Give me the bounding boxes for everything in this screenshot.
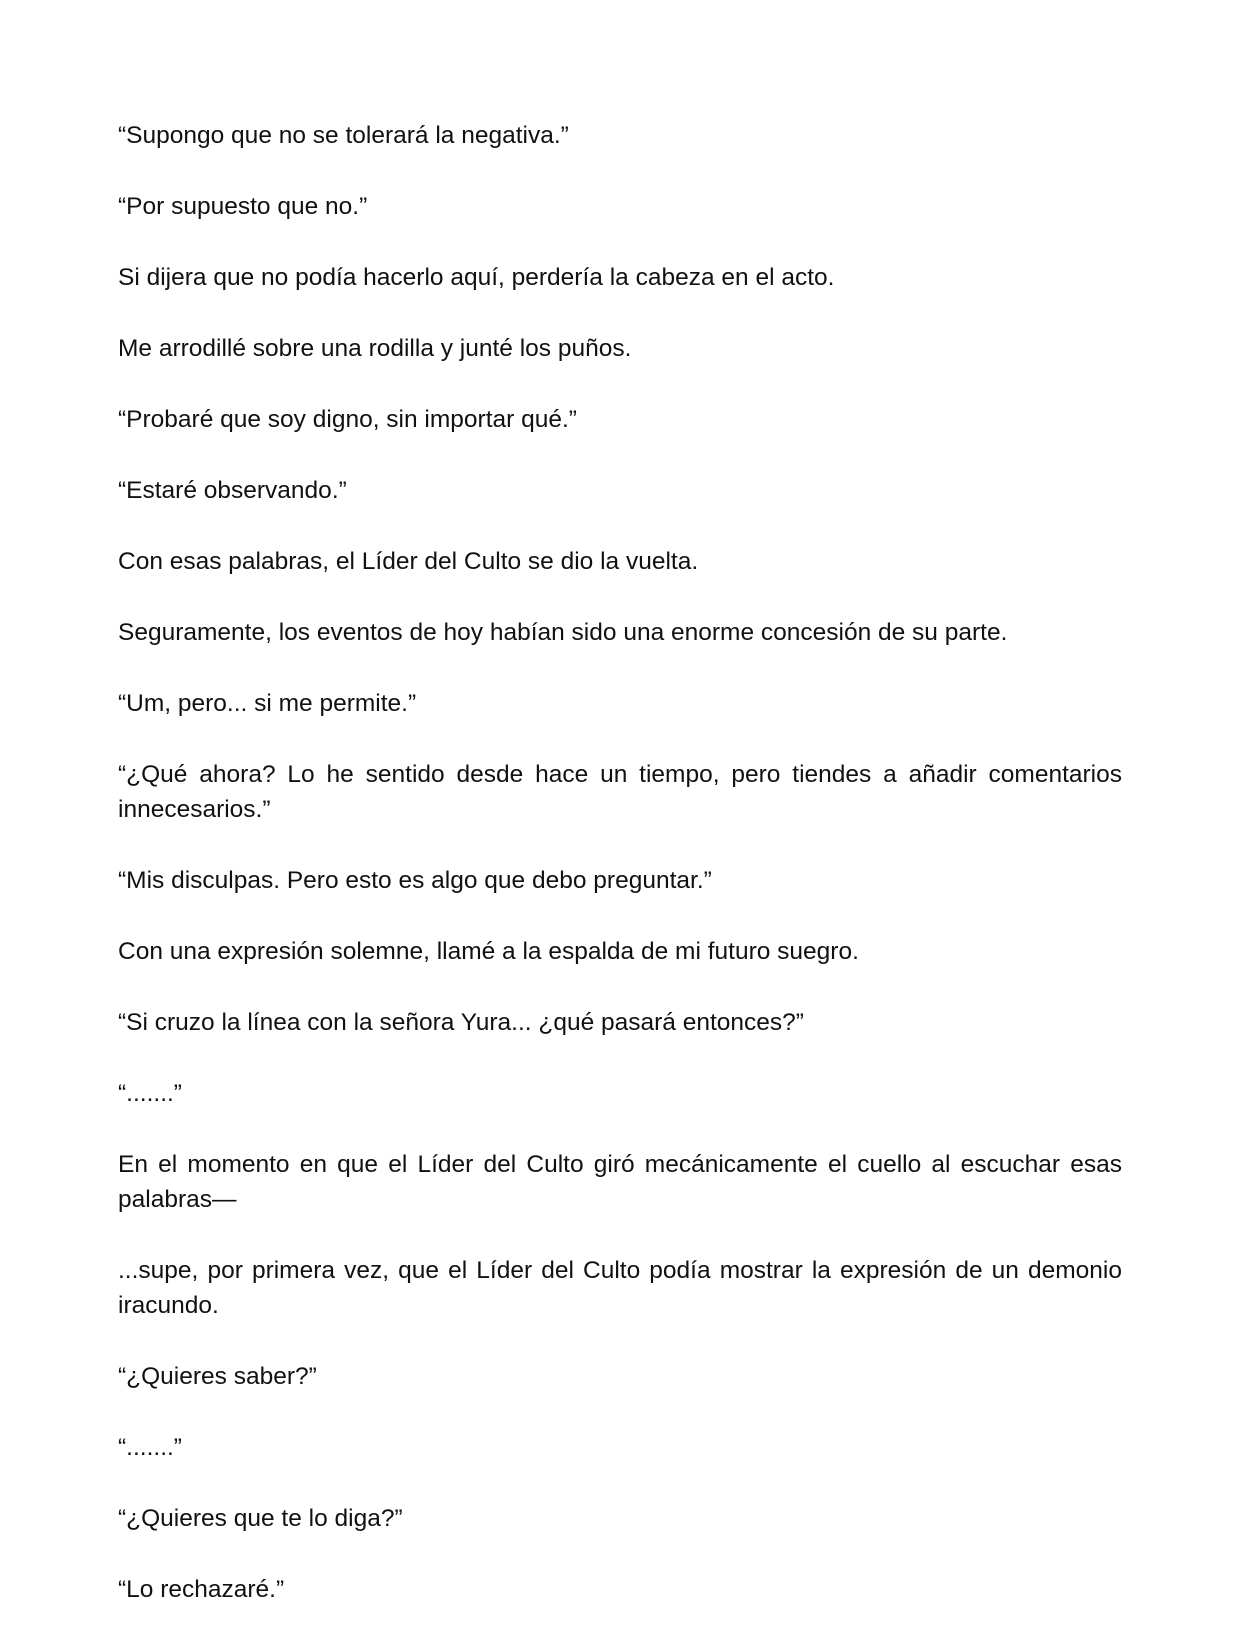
paragraph: Seguramente, los eventos de hoy habían sido una enorme concesión de su parte. [118, 619, 1008, 646]
paragraph: “Supongo que no se tolerará la negativa.” [118, 122, 569, 149]
paragraph: “Um, pero... si me permite.” [118, 690, 417, 717]
paragraph: “.......” [118, 1080, 182, 1107]
paragraph: “Probaré que soy digno, sin importar qué.” [118, 406, 577, 433]
paragraph: “.......” [118, 1434, 182, 1461]
paragraph: Con esas palabras, el Líder del Culto se dio la vuelta. [118, 548, 699, 575]
paragraph: ...supe, por primera vez, que el Líder del Culto podía mostrar la expresión de un demonio iracundo. [118, 1257, 1122, 1319]
paragraph: Con una expresión solemne, llamé a la espalda de mi futuro suegro. [118, 938, 859, 965]
paragraph: “Estaré observando.” [118, 477, 347, 504]
paragraph: “Por supuesto que no.” [118, 193, 368, 220]
paragraph: “¿Quieres que te lo diga?” [118, 1505, 403, 1532]
paragraph: “¿Qué ahora? Lo he sentido desde hace un tiempo, pero tiendes a añadir comentarios innecesarios.” [118, 761, 1122, 823]
paragraph: “¿Quieres saber?” [118, 1363, 317, 1390]
paragraph: “Lo rechazaré.” [118, 1576, 285, 1603]
paragraph: “Si cruzo la línea con la señora Yura... ¿qué pasará entonces?” [118, 1009, 804, 1036]
paragraph: Me arrodillé sobre una rodilla y junté los puños. [118, 335, 632, 362]
paragraph: Si dijera que no podía hacerlo aquí, perdería la cabeza en el acto. [118, 264, 835, 291]
paragraph: “Mis disculpas. Pero esto es algo que debo preguntar.” [118, 867, 712, 894]
paragraph: En el momento en que el Líder del Culto giró mecánicamente el cuello al escuchar esas palabras— [118, 1151, 1122, 1213]
document-body [118, 118, 1122, 1643]
